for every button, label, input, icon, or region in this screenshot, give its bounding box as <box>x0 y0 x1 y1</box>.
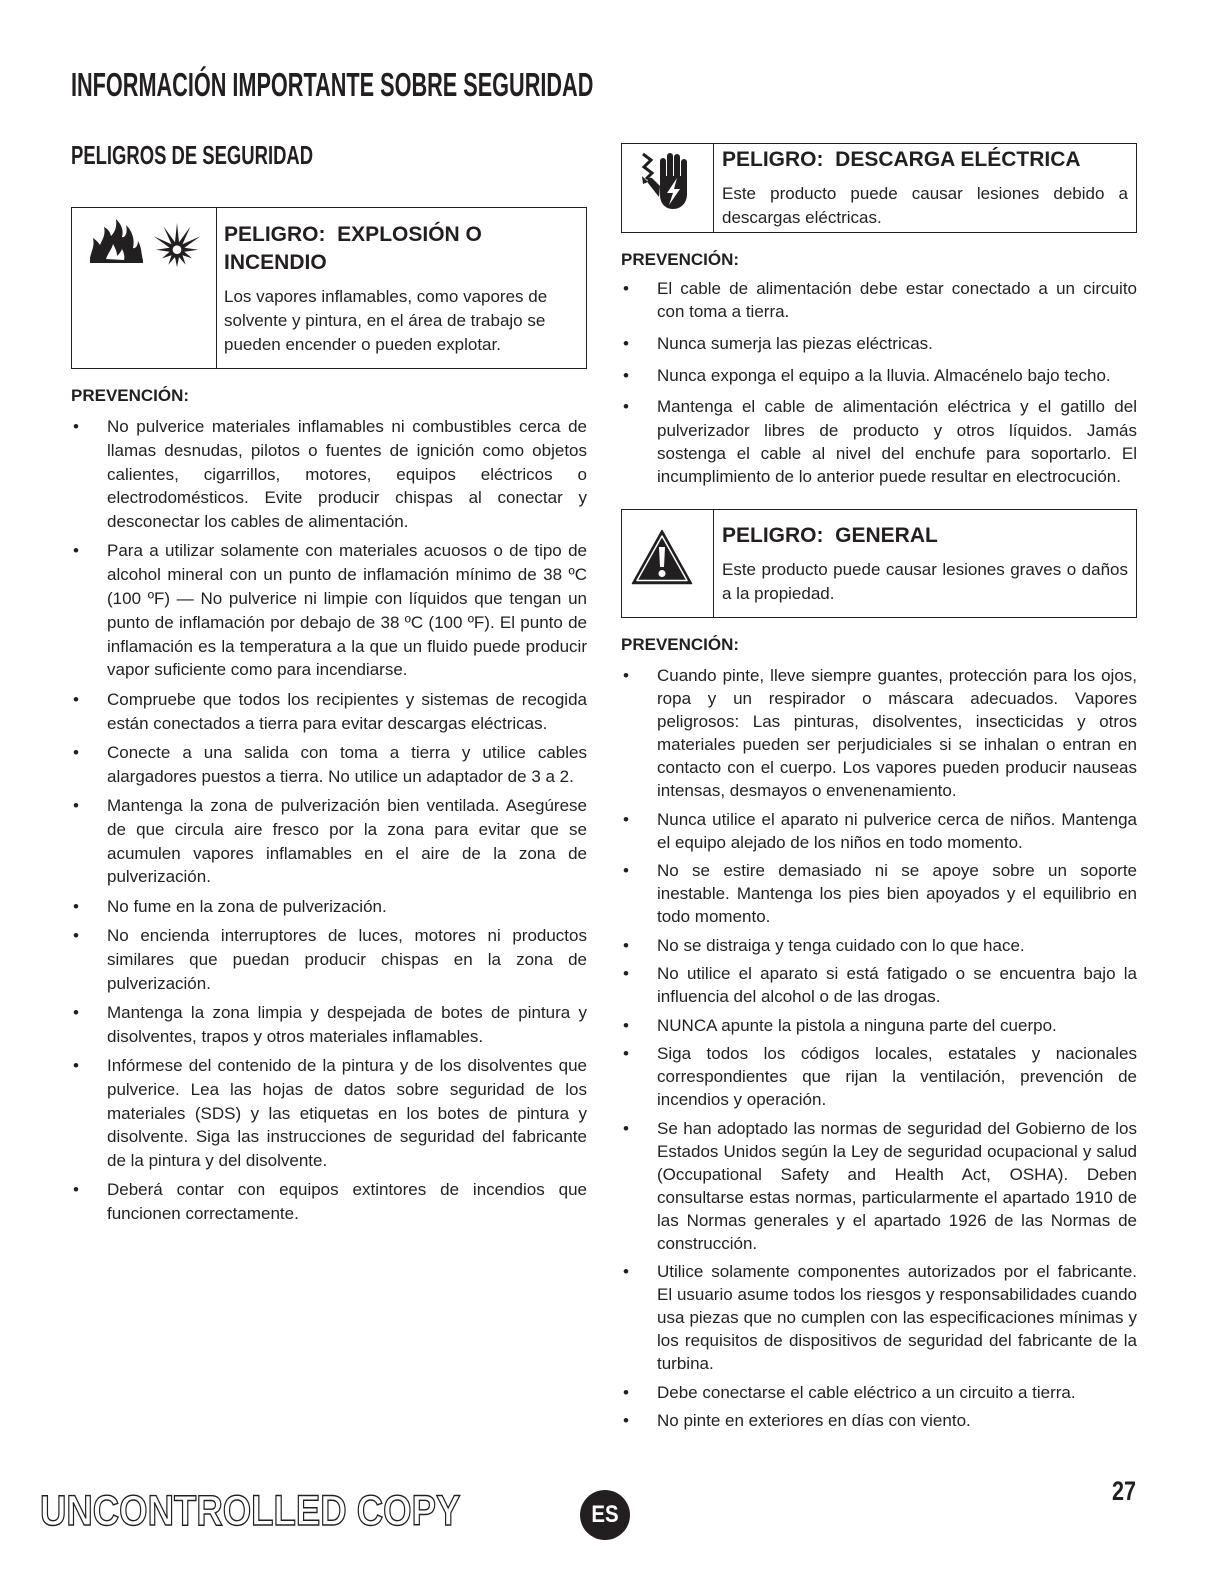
prevention-item: • No fume en la zona de pulverización. <box>71 895 587 919</box>
prevention-item: • No utilice el aparato si está fatigado o se encuentra bajo la influencia del alcohol o de las drogas. <box>621 962 1137 1008</box>
uncontrolled-copy-watermark: UNCONTROLLED COPY <box>40 1487 461 1535</box>
page-number: 27 <box>1112 1476 1137 1506</box>
left-column <box>71 207 587 1226</box>
hazard-text-cell <box>714 510 1136 617</box>
prevention-item: • El cable de alimentación debe estar conectado a un circuito con toma a tierra. <box>621 277 1137 323</box>
hazard-description: Este producto puede causar lesiones graves o daños a la propiedad. <box>722 559 1128 603</box>
prevention-list <box>71 415 587 1226</box>
prevention-item: • Nunca exponga el equipo a la lluvia. Almacénelo bajo techo. <box>621 364 1137 387</box>
prevention-item: • No pinte en exteriores en días con viento. <box>621 1409 1137 1432</box>
prevention-item: • No encienda interruptores de luces, motores ni productos similares que puedan producir chispas en la zona de pulverización. <box>71 924 587 995</box>
prevention-label: PREVENCIÓN: <box>621 634 740 654</box>
prevention-list <box>621 664 1137 1432</box>
hazard-heading: PELIGRO: GENERAL <box>722 523 938 547</box>
electric-shock-hand-icon <box>640 150 692 210</box>
prevention-item: • No se distraiga y tenga cuidado con lo que hace. <box>621 934 1137 957</box>
prevention-item: • Debe conectarse el cable eléctrico a un circuito a tierra. <box>621 1381 1137 1404</box>
right-column <box>621 143 1137 1432</box>
language-badge <box>580 1490 630 1540</box>
page-title: INFORMACIÓN IMPORTANTE SOBRE SEGURIDAD <box>71 66 594 103</box>
prevention-item: • Utilice solamente componentes autorizados por el fabricante. El usuario asume todos los riesgos y responsabilidades cuando usa piezas que no cumplen con las especificaciones mínimas y los requisitos de dispositivos de seguridad del fabricante de la turbina. <box>621 1260 1137 1375</box>
prevention-item: • Compruebe que todos los recipientes y sistemas de recogida están conectados a tierra para evitar descargas eléctricas. <box>71 688 587 736</box>
prevention-item: • Mantenga la zona limpia y despejada de botes de pintura y disolventes, trapos y otros materiales inflamables. <box>71 1001 587 1049</box>
general-hazard-box <box>621 509 1137 618</box>
prevention-item: • Se han adoptado las normas de seguridad del Gobierno de los Estados Unidos según la Ley de seguridad ocupacional y salud (Occupational Safety and Health Act, OSHA). Deben consultarse estas normas, particularmente el apartado 1910 de las Normas generales y el apartado 1926 de las Normas de construcción. <box>621 1117 1137 1255</box>
prevention-item: • Mantenga el cable de alimentación eléctrica y el gatillo del pulverizador libres de producto y otros líquidos. Jamás sostenga el cable al nivel del enchufe para soportarlo. El incumplimiento de lo anterior puede resultar en electrocución. <box>621 395 1137 488</box>
prevention-item: • Nunca sumerja las piezas eléctricas. <box>621 332 1137 355</box>
prevention-item: • Siga todos los códigos locales, estatales y nacionales correspondientes que rijan la ventilación, prevención de incendios y operación. <box>621 1042 1137 1111</box>
prevention-item: • Conecte a una salida con toma a tierra y utilice cables alargadores puestos a tierra. No utilice un adaptador de 3 a 2. <box>71 741 587 789</box>
hazard-description: Este producto puede causar lesiones debido a descargas eléctricas. <box>722 184 1128 227</box>
prevention-item: • NUNCA apunte la pistola a ninguna parte del cuerpo. <box>621 1014 1137 1037</box>
hazard-text-cell <box>217 208 586 368</box>
prevention-label: PREVENCIÓN: <box>621 250 740 269</box>
warning-triangle-icon <box>631 529 693 585</box>
language-badge-label: ES <box>591 1501 619 1528</box>
prevention-item: • No se estire demasiado ni se apoye sobre un soporte inestable. Mantenga los pies bien apoyados y el equilibrio en todo momento. <box>621 859 1137 928</box>
hazard-heading: PELIGRO: EXPLOSIÓN O INCENDIO <box>224 223 488 274</box>
section-title: PELIGROS DE SEGURIDAD <box>71 140 314 170</box>
explosion-fire-hazard-box <box>71 207 587 369</box>
electric-shock-hazard-box <box>621 143 1137 233</box>
prevention-item: • Mantenga la zona de pulverización bien ventilada. Asegúrese de que circula aire fresco por la zona para evitar que se acumulen vapores inflamables en el aire de la zona de pulverización. <box>71 794 587 889</box>
hazard-text-cell <box>714 144 1136 232</box>
prevention-label: PREVENCIÓN: <box>71 386 190 405</box>
hazard-icon-cell <box>72 208 217 368</box>
hazard-icon-cell <box>622 144 714 232</box>
prevention-item: • Cuando pinte, lleve siempre guantes, protección para los ojos, ropa y un respirador o máscara adecuados. Vapores peligrosos: Las pinturas, disolventes, insecticidas y otros materiales pueden ser perjudiciales si se inhalan o entran en contacto con el cuerpo. Los vapores pueden producir nauseas intensas, desmayos o envenenamiento. <box>621 664 1137 802</box>
prevention-item: • Nunca utilice el aparato ni pulverice cerca de niños. Mantenga el equipo alejado de los niños en todo momento. <box>621 808 1137 854</box>
hazard-heading: PELIGRO: DESCARGA ELÉCTRICA <box>722 148 1081 171</box>
hazard-description: Los vapores inflamables, como vapores de solvente y pintura, en el área de trabajo se pueden encender o pueden explotar. <box>224 287 548 354</box>
explosion-icon <box>150 215 204 269</box>
prevention-item: • No pulverice materiales inflamables ni combustibles cerca de llamas desnudas, pilotos o fuentes de ignición como objetos calientes, cigarrillos, motores, equipos eléctricos o electrodomésticos. Evite producir chispas al conectar y desconectar los cables de alimentación. <box>71 415 587 534</box>
prevention-item: • Para a utilizar solamente con materiales acuosos o de tipo de alcohol mineral con un punto de inflamación mínimo de 38 ºC (100 ºF) — No pulverice ni limpie con líquidos que tengan un punto de inflamación por debajo de 38 ºC (100 ºF). El punto de inflamación es la temperatura a la que un fluido puede producir vapor suficiente como para incendiarse. <box>71 539 587 682</box>
prevention-item: • Deberá contar con equipos extintores de incendios que funcionen correctamente. <box>71 1178 587 1226</box>
prevention-list <box>621 277 1137 488</box>
hazard-icon-cell <box>622 510 714 617</box>
prevention-item: • Infórmese del contenido de la pintura y de los disolventes que pulverice. Lea las hojas de datos sobre seguridad de los materiales (SDS) y las etiquetas en los botes de pintura y disolvente. Siga las instrucciones de seguridad del fabricante de la pintura y del disolvente. <box>71 1054 587 1173</box>
flame-icon <box>88 218 144 264</box>
